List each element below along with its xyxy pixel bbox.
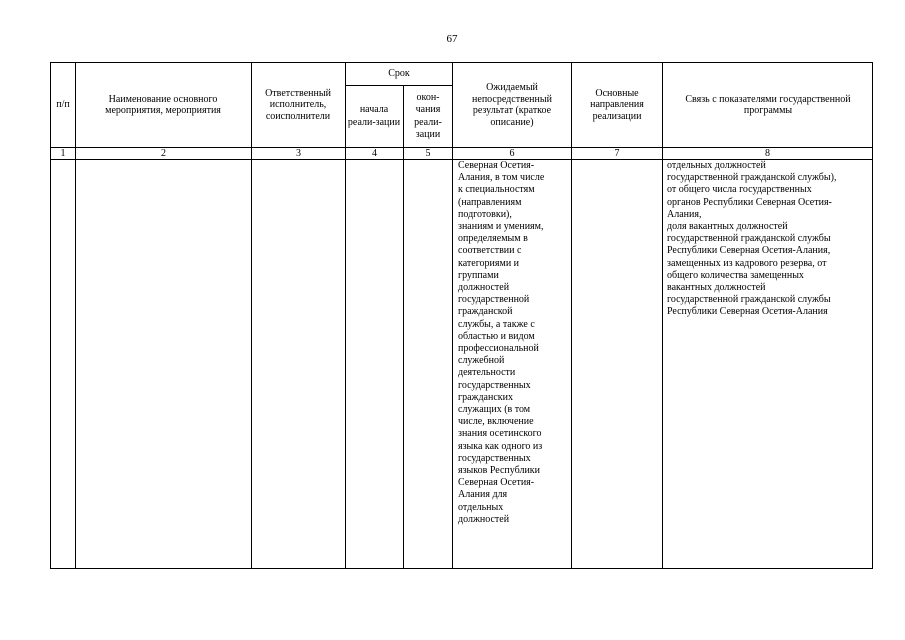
col-number-8: 8 — [765, 148, 770, 159]
col-number-3: 3 — [296, 148, 301, 159]
header-responsible: Ответственный исполнитель, соисполнители — [265, 87, 331, 122]
header-link: Связь с показателями государственной программы — [685, 93, 851, 116]
col-line-1 — [75, 62, 76, 569]
col-line-8 — [872, 62, 873, 569]
col-number-1: 1 — [60, 148, 66, 159]
header-np: п/п — [56, 99, 70, 111]
col-line-7 — [662, 62, 663, 569]
link-cell-text: отдельных должностей государственной гражданской службы), от общего числа государственных органов Республики Северная Осетия- Алания, доля вакантных должностей государственной гражданской службы Республики Северная Осетия-Алания, замещенных из кадрового резерва, от общего количества замещенных вакантных должностей государственной гражданской службы Республики Северная Осетия-Алания — [667, 160, 837, 318]
table-border-bottom — [50, 568, 873, 569]
col-line-6 — [571, 62, 572, 569]
col-number-2: 2 — [161, 148, 166, 159]
header-result: Ожидаемый непосредственный результат (краткое описание) — [472, 82, 552, 128]
result-cell-text: Северная Осетия- Алания, в том числе к специальностям (направлениям подготовки), знаниям и умениям, определяемым в соответствии с категориями и группами должностей государственной гражданской службы, а также с областью и видом профессиональной служебной деятельности государственных гражданских служащих (в том числе, включение знания осетинского языка как одного из государственных языков Республики Северная Осетия- Алания для отдельных должностей — [458, 160, 545, 525]
col-number-7: 7 — [614, 148, 620, 159]
header-directions: Основные направления реализации — [590, 87, 644, 122]
header-start: начала реали-зации — [347, 104, 401, 128]
col-line-5 — [452, 62, 453, 569]
col-number-5: 5 — [425, 148, 431, 159]
header-end: окон-чания реали-зации — [414, 91, 442, 140]
col-number-6: 6 — [509, 148, 515, 159]
header-term: Срок — [388, 68, 410, 80]
page-number: 67 — [446, 33, 458, 45]
col-line-3 — [345, 62, 346, 569]
col-number-4: 4 — [372, 148, 377, 159]
header-name: Наименование основного мероприятия, мероприятия — [105, 93, 221, 116]
col-line-2 — [251, 62, 252, 569]
